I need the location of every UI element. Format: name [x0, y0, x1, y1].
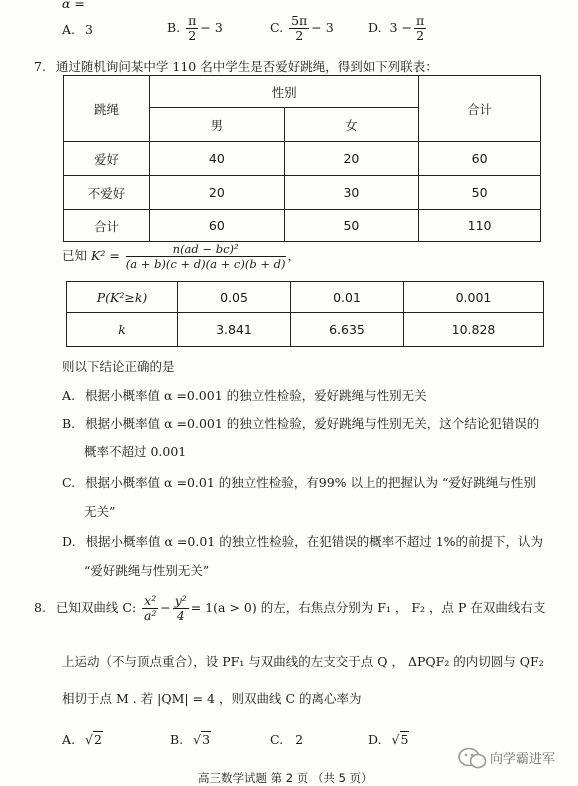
option-text: 根据小概率值 α =0.001 的独立性检验，爱好跳绳与性别无关，这个结论犯错误的	[85, 416, 540, 431]
q8-option-d	[368, 732, 409, 747]
chi-square-formula	[62, 242, 300, 271]
question-text: = 1(a > 0) 的左，右焦点分别为 F₁ ， F₂ ，点 P 在双曲线右支	[190, 600, 546, 615]
option-label: D.	[368, 20, 382, 35]
option-label: B.	[62, 416, 76, 431]
option-head: 3 −	[389, 20, 412, 35]
q7-option-a	[62, 386, 427, 404]
q7-option-c-cont: 无关”	[84, 504, 116, 519]
cell-female: 50	[284, 210, 419, 242]
option-label: A.	[62, 388, 76, 403]
q6-option-b	[167, 14, 223, 43]
fraction	[186, 14, 198, 43]
table-gender-header: 性别	[150, 76, 419, 108]
fraction-denominator: 2	[188, 28, 197, 43]
cell-male: 20	[150, 176, 285, 210]
q6-lead: α =	[62, 0, 85, 11]
cell-total: 50	[419, 176, 541, 210]
q6-option-d	[368, 14, 428, 43]
option-text: 2	[93, 732, 102, 747]
sqrt-symbol: √	[193, 732, 202, 747]
q7-stem	[34, 57, 438, 75]
option-tail: − 3	[200, 20, 223, 35]
q7-option-b	[62, 414, 539, 432]
cell-total: 110	[419, 210, 541, 242]
cell: 0.01	[291, 282, 404, 313]
sqrt-symbol: √	[85, 732, 93, 747]
question-number: 7.	[34, 59, 46, 74]
cell: 0.05	[178, 282, 291, 313]
row-label: 爱好	[64, 142, 150, 176]
fraction-denominator: 2	[416, 28, 425, 43]
question-number: 8.	[34, 600, 46, 615]
row-label: k	[67, 313, 178, 347]
table-male-header: 男	[150, 108, 285, 142]
q8-line3: 相切于点 M . 若 |QM| = 4 ，则双曲线 C 的离心率为	[62, 691, 362, 706]
q8-stem	[34, 594, 545, 623]
fraction	[289, 14, 309, 43]
sqrt-symbol: √	[391, 732, 400, 747]
option-text: 3	[202, 732, 211, 747]
cell: 10.828	[404, 313, 544, 347]
option-text: 3	[85, 22, 93, 37]
q7-option-c	[62, 473, 536, 491]
table-row	[64, 210, 541, 242]
critical-value-table	[66, 281, 544, 347]
minus-sign: −	[160, 600, 171, 615]
option-label: B.	[167, 20, 181, 35]
fraction	[414, 14, 426, 43]
option-tail: − 3	[311, 20, 334, 35]
watermark-logo	[456, 742, 574, 772]
fraction-denominator: (a + b)(c + d)(a + c)(b + d)	[125, 257, 286, 271]
q7-option-b-cont: 概率不超过 0.001	[84, 444, 187, 459]
fraction-numerator: y²	[174, 593, 187, 608]
cell-female: 20	[284, 142, 419, 176]
option-label: C.	[270, 20, 284, 35]
option-text: 根据小概率值 α =0.001 的独立性检验，爱好跳绳与性别无关	[85, 388, 427, 403]
row-label: 不爱好	[64, 176, 150, 210]
formula-fraction	[126, 242, 286, 271]
row-label: 合计	[64, 210, 150, 242]
cell: 3.841	[178, 313, 291, 347]
table-row	[67, 313, 544, 347]
option-text: 2	[295, 732, 304, 747]
option-label: C.	[270, 732, 284, 747]
fraction-x	[142, 594, 158, 623]
option-label: B.	[170, 732, 184, 747]
option-label: A.	[62, 22, 76, 37]
option-text: 根据小概率值 α =0.01 的独立性检验，在犯错误的概率不超过 1%的前提下，认为	[85, 534, 544, 549]
q8-option-b	[170, 732, 211, 747]
cell-total: 60	[419, 142, 541, 176]
option-text: 根据小概率值 α =0.01 的独立性检验，有99% 以上的把握认为 “爱好跳绳与性别	[85, 475, 536, 490]
option-label: C.	[62, 475, 76, 490]
fraction-numerator: n(ad − bc)²	[126, 242, 286, 257]
table-row	[67, 282, 544, 313]
fraction-denominator: 4	[176, 608, 185, 623]
cell: 6.635	[291, 313, 404, 347]
table-row	[64, 176, 541, 210]
table-female-header: 女	[284, 108, 419, 142]
q7-question: 则以下结论正确的是	[62, 359, 175, 374]
fraction-numerator: 5π	[291, 13, 308, 28]
fraction-denominator: a²	[143, 608, 157, 623]
q8-line2: 上运动（不与顶点重合），设 PF₁ 与双曲线的左支交于点 Q ， ΔPQF₂ 的内切圆与 QF₂	[62, 654, 544, 669]
cell-female: 30	[284, 176, 419, 210]
formula-lhs: K² =	[91, 248, 120, 263]
fraction-numerator: π	[415, 13, 425, 28]
q6-option-c	[270, 14, 334, 43]
cell-male: 40	[150, 142, 285, 176]
page-footer: 高三数学试题 第 2 页 （共 5 页）	[198, 771, 373, 785]
q6-option-a	[62, 22, 93, 37]
formula-lead: 已知	[62, 248, 88, 263]
contingency-table	[63, 75, 541, 242]
row-label: P(K²≥k)	[67, 282, 178, 313]
table-corner: 跳绳	[64, 76, 150, 142]
cell-male: 60	[150, 210, 285, 242]
question-text: 已知双曲线 C:	[55, 600, 137, 615]
question-text: 通过随机询问某中学 110 名中学生是否爱好跳绳，得到如下列联表：	[55, 59, 438, 74]
fraction-numerator: x²	[144, 593, 157, 608]
q8-option-a	[62, 732, 103, 747]
option-label: D.	[62, 534, 76, 549]
q8-option-c	[270, 732, 303, 747]
option-label: D.	[368, 732, 382, 747]
option-label: A.	[62, 732, 76, 747]
cell: 0.001	[404, 282, 544, 313]
option-text: 5	[400, 732, 409, 747]
watermark-text: 向学霸进军	[490, 752, 556, 767]
fraction-numerator: π	[188, 13, 197, 28]
q7-option-d	[62, 532, 543, 550]
formula-tail: ，	[287, 248, 301, 263]
fraction-y	[173, 594, 189, 623]
q7-option-d-cont: “爱好跳绳与性别无关”	[84, 563, 210, 578]
fraction-denominator: 2	[295, 28, 304, 43]
table-total-header: 合计	[419, 76, 541, 142]
table-row	[64, 142, 541, 176]
